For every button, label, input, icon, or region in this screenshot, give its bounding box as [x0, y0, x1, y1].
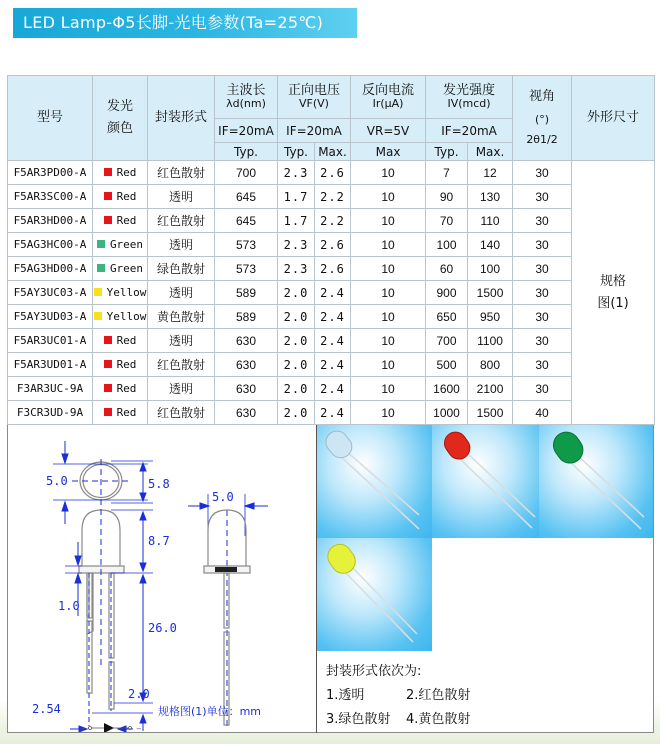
color-label: Red	[116, 382, 137, 395]
color-cell	[93, 305, 148, 329]
iv-typ-cell: 650	[426, 305, 468, 329]
color-label: Yellow	[106, 310, 147, 323]
model-cell: F5AR3SC00-A	[8, 185, 93, 209]
vf-typ-cell: 2.0	[278, 281, 315, 305]
color-cell	[93, 353, 148, 377]
iv-max-cell: 12	[468, 161, 513, 185]
spec-table	[7, 75, 655, 425]
outline-ref-line2: 图(1)	[597, 295, 629, 311]
package-legend-item: 3.绿色散射	[326, 712, 391, 727]
package-cell: 透明	[148, 329, 215, 353]
color-swatch-icon	[94, 288, 102, 296]
header-angle: 视角 (°) 2θ1/2	[513, 76, 572, 161]
wavelength-cell: 589	[215, 281, 278, 305]
color-label: Red	[116, 190, 137, 203]
wavelength-cell: 573	[215, 233, 278, 257]
vf-typ-cell: 2.0	[278, 401, 315, 425]
table-row	[8, 185, 655, 209]
vf-max-cell: 2.4	[315, 305, 351, 329]
ir-cell: 10	[351, 185, 426, 209]
photo-green-led	[539, 425, 653, 538]
color-swatch-icon	[104, 168, 112, 176]
ir-cell: 10	[351, 209, 426, 233]
sub-iv-typ: Typ.	[426, 143, 468, 161]
color-cell	[93, 329, 148, 353]
package-legend	[326, 660, 626, 732]
table-row	[8, 353, 655, 377]
wavelength-cell: 589	[215, 305, 278, 329]
package-cell: 黄色散射	[148, 305, 215, 329]
package-legend-item: 4.黄色散射	[406, 712, 471, 727]
iv-typ-cell: 7	[426, 161, 468, 185]
color-cell	[93, 281, 148, 305]
led-photo-icon	[432, 425, 547, 538]
svg-text:−: −	[136, 725, 142, 732]
color-cell	[93, 209, 148, 233]
model-cell: F5AR3UD01-A	[8, 353, 93, 377]
ir-cell: 10	[351, 281, 426, 305]
angle-cell: 30	[513, 209, 572, 233]
led-photo-icon	[539, 425, 653, 538]
color-label: Red	[116, 214, 137, 227]
model-cell: F5AR3HD00-A	[8, 209, 93, 233]
iv-max-cell: 100	[468, 257, 513, 281]
ir-cell: 10	[351, 353, 426, 377]
ir-cell: 10	[351, 233, 426, 257]
outline-reference-cell	[572, 161, 655, 425]
vf-typ-cell: 1.7	[278, 185, 315, 209]
model-cell: F5AR3PD00-A	[8, 161, 93, 185]
dim-lead-length: 26.0	[148, 621, 177, 635]
color-swatch-icon	[94, 312, 102, 320]
table-row	[8, 401, 655, 425]
model-cell: F5AY3UD03-A	[8, 305, 93, 329]
table-row	[8, 233, 655, 257]
vf-typ-cell: 2.0	[278, 353, 315, 377]
iv-typ-cell: 1600	[426, 377, 468, 401]
iv-typ-cell: 500	[426, 353, 468, 377]
color-label: Red	[116, 406, 137, 419]
sub-ir-max: Max	[351, 143, 426, 161]
package-cell: 红色散射	[148, 353, 215, 377]
svg-text:+: +	[80, 725, 86, 732]
vf-max-cell: 2.4	[315, 329, 351, 353]
wavelength-cell: 700	[215, 161, 278, 185]
led-photo-icon	[317, 538, 432, 651]
angle-cell: 30	[513, 185, 572, 209]
package-cell: 绿色散射	[148, 257, 215, 281]
iv-max-cell: 130	[468, 185, 513, 209]
photo-red-led	[432, 425, 547, 538]
angle-cell: 30	[513, 233, 572, 257]
photo-yellow-led	[317, 538, 432, 651]
package-legend-item: 2.红色散射	[406, 688, 471, 703]
model-cell: F5AG3HC00-A	[8, 233, 93, 257]
table-row	[8, 329, 655, 353]
model-cell: F5AG3HD00-A	[8, 257, 93, 281]
iv-max-cell: 1500	[468, 401, 513, 425]
vf-max-cell: 2.6	[315, 257, 351, 281]
color-label: Red	[116, 334, 137, 347]
color-label: Red	[116, 166, 137, 179]
color-cell	[93, 377, 148, 401]
iv-typ-cell: 70	[426, 209, 468, 233]
wavelength-cell: 630	[215, 353, 278, 377]
dim-pitch: 2.54	[32, 702, 61, 716]
angle-cell: 40	[513, 401, 572, 425]
wavelength-cell: 645	[215, 185, 278, 209]
angle-cell: 30	[513, 329, 572, 353]
header-outline: 外形尺寸	[572, 76, 655, 161]
page-title: LED Lamp-Φ5长脚-光电参数(Ta=25℃)	[23, 13, 324, 32]
header-ir: 反向电流 Ir(μA)	[351, 76, 426, 119]
color-swatch-icon	[104, 192, 112, 200]
package-cell: 透明	[148, 281, 215, 305]
iv-max-cell: 140	[468, 233, 513, 257]
table-row	[8, 257, 655, 281]
sub-vf-typ: Typ.	[278, 143, 315, 161]
angle-cell: 30	[513, 257, 572, 281]
color-label: Yellow	[106, 286, 147, 299]
vf-typ-cell: 2.0	[278, 377, 315, 401]
iv-typ-cell: 700	[426, 329, 468, 353]
vf-max-cell: 2.4	[315, 281, 351, 305]
dim-top-height: 5.8	[148, 477, 170, 491]
color-swatch-icon	[104, 384, 112, 392]
table-row	[8, 281, 655, 305]
package-legend-title: 封装形式依次为:	[326, 664, 422, 679]
cond-wavelength: IF=20mA	[215, 119, 278, 143]
drawing-caption: 规格图(1)单位：mm	[158, 705, 262, 718]
angle-cell: 30	[513, 377, 572, 401]
iv-max-cell: 800	[468, 353, 513, 377]
package-cell: 红色散射	[148, 401, 215, 425]
ir-cell: 10	[351, 305, 426, 329]
color-swatch-icon	[97, 264, 105, 272]
wavelength-cell: 630	[215, 401, 278, 425]
cond-iv: IF=20mA	[426, 119, 513, 143]
color-swatch-icon	[104, 408, 112, 416]
iv-max-cell: 1100	[468, 329, 513, 353]
wavelength-cell: 573	[215, 257, 278, 281]
header-wavelength: 主波长 λd(nm)	[215, 76, 278, 119]
wavelength-cell: 630	[215, 329, 278, 353]
vf-max-cell: 2.4	[315, 377, 351, 401]
ir-cell: 10	[351, 401, 426, 425]
iv-max-cell: 1500	[468, 281, 513, 305]
color-label: Green	[109, 262, 144, 275]
dim-flange: 1.0	[58, 599, 80, 613]
photo-clear-led	[317, 425, 432, 538]
ir-cell: 10	[351, 257, 426, 281]
color-label: Red	[116, 358, 137, 371]
dim-lead-offset: 2.0	[128, 687, 150, 701]
wavelength-cell: 630	[215, 377, 278, 401]
ir-cell: 10	[351, 377, 426, 401]
vf-max-cell: 2.6	[315, 161, 351, 185]
model-cell: F5AR3UC01-A	[8, 329, 93, 353]
color-cell	[93, 185, 148, 209]
color-cell	[93, 233, 148, 257]
iv-max-cell: 950	[468, 305, 513, 329]
vf-max-cell: 2.2	[315, 209, 351, 233]
table-row	[8, 161, 655, 185]
color-cell	[93, 401, 148, 425]
vf-typ-cell: 1.7	[278, 209, 315, 233]
package-cell: 透明	[148, 377, 215, 401]
iv-max-cell: 110	[468, 209, 513, 233]
vf-typ-cell: 2.3	[278, 257, 315, 281]
header-model: 型号	[8, 76, 93, 161]
color-swatch-icon	[104, 216, 112, 224]
iv-typ-cell: 90	[426, 185, 468, 209]
vf-max-cell: 2.4	[315, 401, 351, 425]
color-swatch-icon	[104, 336, 112, 344]
package-cell: 透明	[148, 233, 215, 257]
cond-ir: VR=5V	[351, 119, 426, 143]
angle-cell: 30	[513, 281, 572, 305]
iv-typ-cell: 1000	[426, 401, 468, 425]
package-cell: 红色散射	[148, 209, 215, 233]
model-cell: F3CR3UD-9A	[8, 401, 93, 425]
angle-cell: 30	[513, 353, 572, 377]
sub-vf-max: Max.	[315, 143, 351, 161]
model-cell: F5AY3UC03-A	[8, 281, 93, 305]
vf-max-cell: 2.6	[315, 233, 351, 257]
table-row	[8, 377, 655, 401]
color-cell	[93, 161, 148, 185]
dim-top-width: 5.0	[46, 474, 68, 488]
polarity-symbol	[80, 723, 142, 732]
cond-vf: IF=20mA	[278, 119, 351, 143]
iv-typ-cell: 60	[426, 257, 468, 281]
outline-ref-line1: 规格	[600, 273, 627, 289]
ir-cell: 10	[351, 329, 426, 353]
vf-typ-cell: 2.3	[278, 233, 315, 257]
spec-table-body	[8, 161, 655, 425]
outline-drawing	[8, 426, 315, 732]
package-cell: 透明	[148, 185, 215, 209]
vf-max-cell: 2.2	[315, 185, 351, 209]
color-swatch-icon	[97, 240, 105, 248]
wavelength-cell: 645	[215, 209, 278, 233]
table-row	[8, 305, 655, 329]
angle-cell: 30	[513, 305, 572, 329]
vf-max-cell: 2.4	[315, 353, 351, 377]
model-cell: F3AR3UC-9A	[8, 377, 93, 401]
vf-typ-cell: 2.0	[278, 329, 315, 353]
table-row	[8, 209, 655, 233]
vf-typ-cell: 2.3	[278, 161, 315, 185]
package-cell: 红色散射	[148, 161, 215, 185]
led-photo-icon	[317, 425, 432, 538]
page-title-banner	[13, 8, 357, 38]
product-photos	[317, 425, 653, 651]
color-label: Green	[109, 238, 144, 251]
dim-body-height: 8.7	[148, 534, 170, 548]
package-legend-item: 1.透明	[326, 688, 365, 703]
iv-max-cell: 2100	[468, 377, 513, 401]
sub-wl-typ: Typ.	[215, 143, 278, 161]
iv-typ-cell: 100	[426, 233, 468, 257]
sub-iv-max: Max.	[468, 143, 513, 161]
header-package: 封装形式	[148, 76, 215, 161]
iv-typ-cell: 900	[426, 281, 468, 305]
header-color: 发光 颜色	[93, 76, 148, 161]
header-vf: 正向电压 VF(V)	[278, 76, 351, 119]
color-swatch-icon	[104, 360, 112, 368]
color-cell	[93, 257, 148, 281]
header-iv: 发光强度 IV(mcd)	[426, 76, 513, 119]
angle-cell: 30	[513, 161, 572, 185]
vf-typ-cell: 2.0	[278, 305, 315, 329]
dim-side-width: 5.0	[212, 490, 234, 504]
ir-cell: 10	[351, 161, 426, 185]
